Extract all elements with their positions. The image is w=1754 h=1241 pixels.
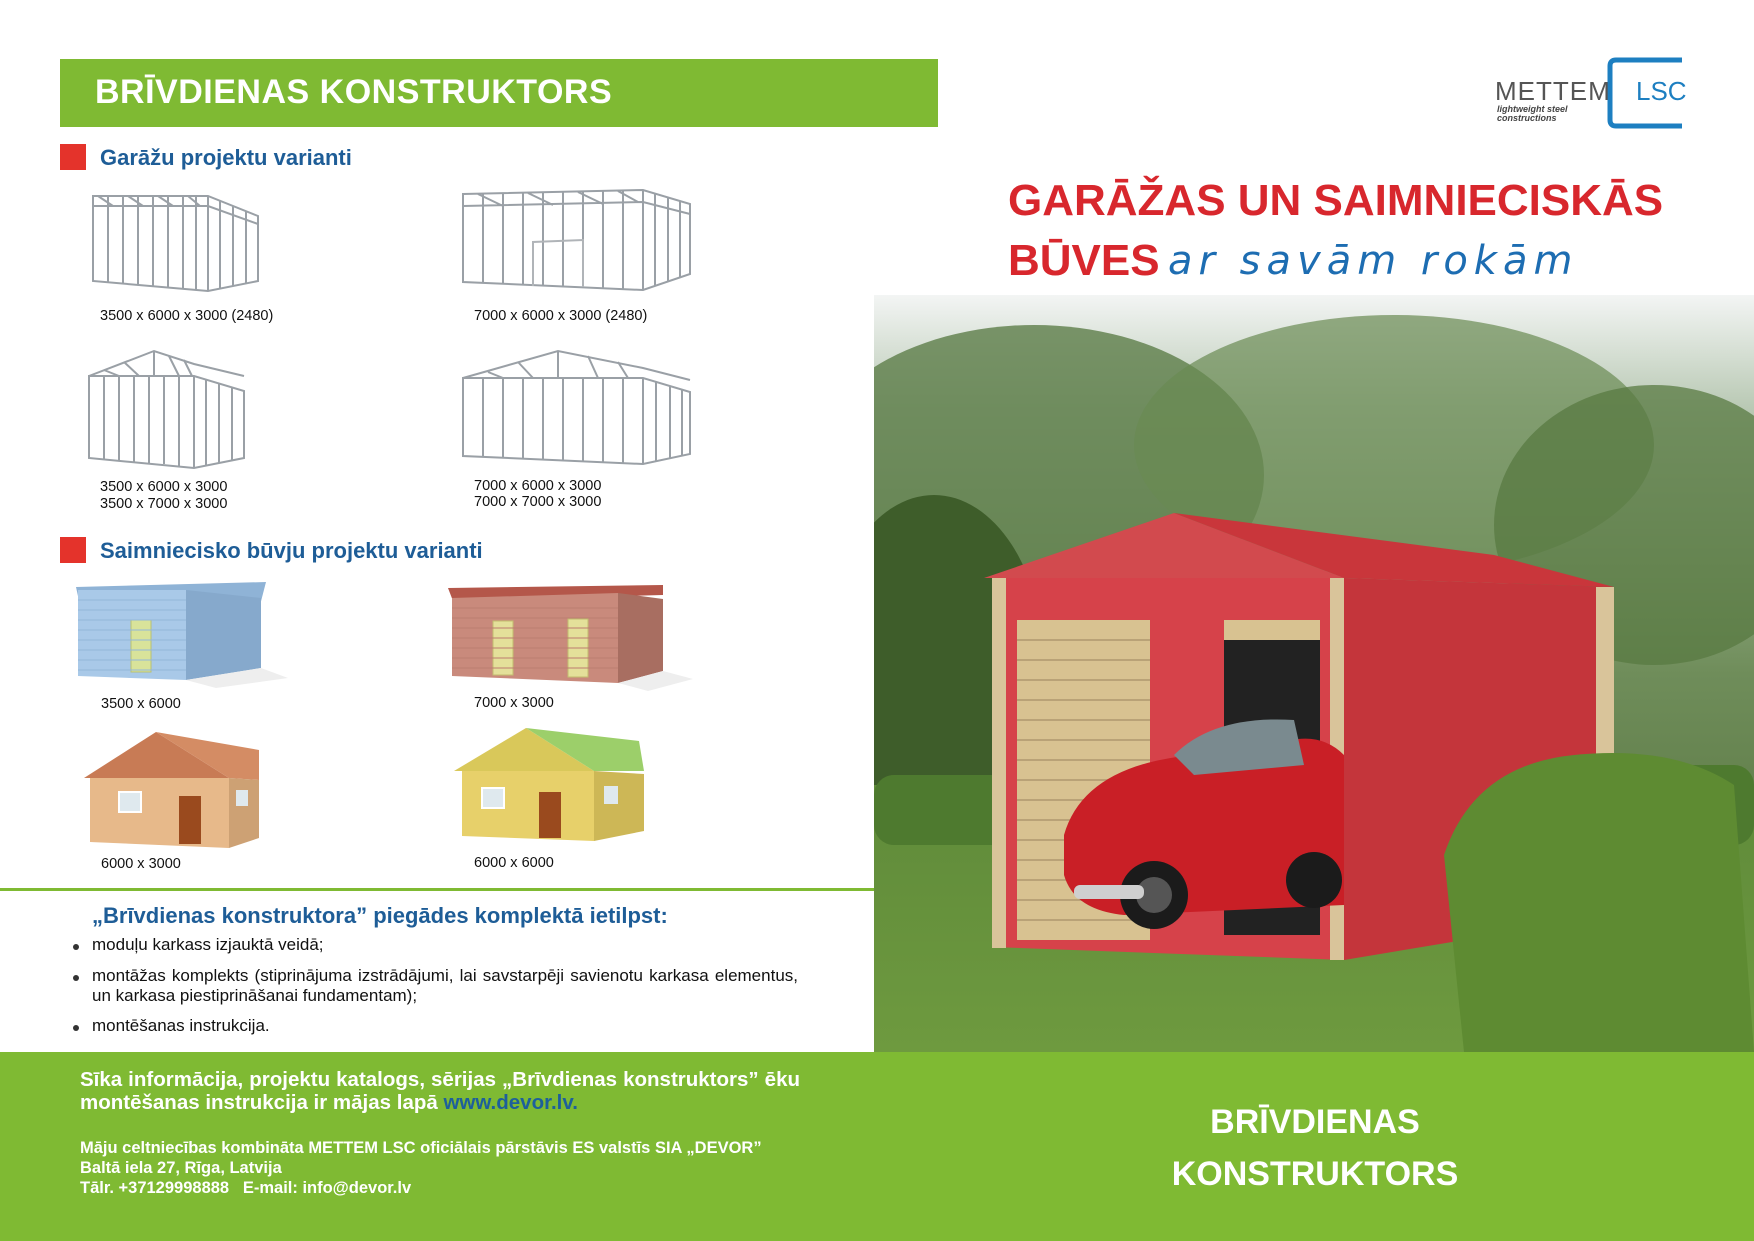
headline-line-2: BŪVES <box>1008 236 1160 285</box>
shed-caption-2: 7000 x 3000 <box>474 695 554 711</box>
footer-contacts: Tālr. +37129998888 E-mail: info@devor.lv <box>80 1179 412 1197</box>
logo-name: METTEM <box>1495 76 1611 106</box>
logo-badge: LSC <box>1636 76 1687 106</box>
garage-caption-1: 3500 x 6000 x 3000 (2480) <box>100 308 274 324</box>
garage-caption-2: 7000 x 6000 x 3000 (2480) <box>474 308 648 324</box>
header-bar <box>60 59 938 127</box>
section-marker-2 <box>60 537 86 563</box>
delivery-item-2: montāžas komplekts (stiprinājuma izstrādājumi, lai savstarpēji savienotu karkasa elementus, un karkasa piestiprināšanai fundamentam); <box>92 966 798 1005</box>
shed-caption-1: 3500 x 6000 <box>101 696 181 712</box>
footer-brand-line-2: KONSTRUKTORS <box>1171 1155 1459 1193</box>
garage-hero-photo <box>874 295 1754 1052</box>
headline-handwritten: ar savām rokām <box>1168 238 1579 284</box>
garage-caption-4b: 7000 x 7000 x 3000 <box>474 494 602 510</box>
shed-image-3 <box>84 730 284 850</box>
footer-brand-line-1: BRĪVDIENAS <box>1210 1103 1420 1141</box>
shed-image-2 <box>448 583 698 693</box>
delivery-item-3: montēšanas instrukcija. <box>92 1016 270 1035</box>
footer-representative: Māju celtniecības kombināta METTEM LSC oficiālais pārstāvis ES valstīs SIA „DEVOR” <box>80 1139 762 1157</box>
section-marker <box>60 144 86 170</box>
shed-caption-3: 6000 x 3000 <box>101 856 181 872</box>
garage-frame-image-1 <box>88 186 268 296</box>
footer-info-text: Sīka informācija, projektu katalogs, sērijas „Brīvdienas konstruktors” ēku montēšanas instrukcija ir mājas lapā <box>80 1068 800 1114</box>
shed-image-4 <box>454 726 654 846</box>
website-link[interactable]: www.devor.lv. <box>443 1091 578 1114</box>
garage-frame-image-4 <box>458 346 698 474</box>
shed-image-1 <box>76 580 296 690</box>
bullet <box>73 944 79 950</box>
garage-caption-4a: 7000 x 6000 x 3000 <box>474 478 602 494</box>
bullet <box>73 975 79 981</box>
footer-brand <box>1120 1096 1510 1200</box>
delivery-title: „Brīvdienas konstruktora” piegādes komplektā ietilpst: <box>92 903 668 928</box>
sheds-section-title: Saimniecisko būvju projektu varianti <box>100 538 483 563</box>
delivery-item-1: moduļu karkass izjauktā veidā; <box>92 935 324 954</box>
shed-caption-4: 6000 x 6000 <box>474 855 554 871</box>
garage-caption-3a: 3500 x 6000 x 3000 <box>100 479 228 495</box>
footer-info <box>80 1068 800 1114</box>
garages-section-title: Garāžu projektu varianti <box>100 145 352 170</box>
garage-frame-image-3 <box>84 346 254 474</box>
header-title: BRĪVDIENAS KONSTRUKTORS <box>95 73 613 111</box>
logo-subtitle: lightweight steel <box>1497 104 1568 114</box>
section-divider <box>0 888 874 891</box>
garage-frame-image-2 <box>458 182 698 297</box>
footer-address: Baltā iela 27, Rīga, Latvija <box>80 1159 282 1177</box>
bullet <box>73 1025 79 1031</box>
headline-line-1: GARĀŽAS UN SAIMNIECISKĀS <box>1008 176 1664 225</box>
garage-caption-3b: 3500 x 7000 x 3000 <box>100 496 228 512</box>
logo-subtitle-2: constructions <box>1497 113 1557 123</box>
